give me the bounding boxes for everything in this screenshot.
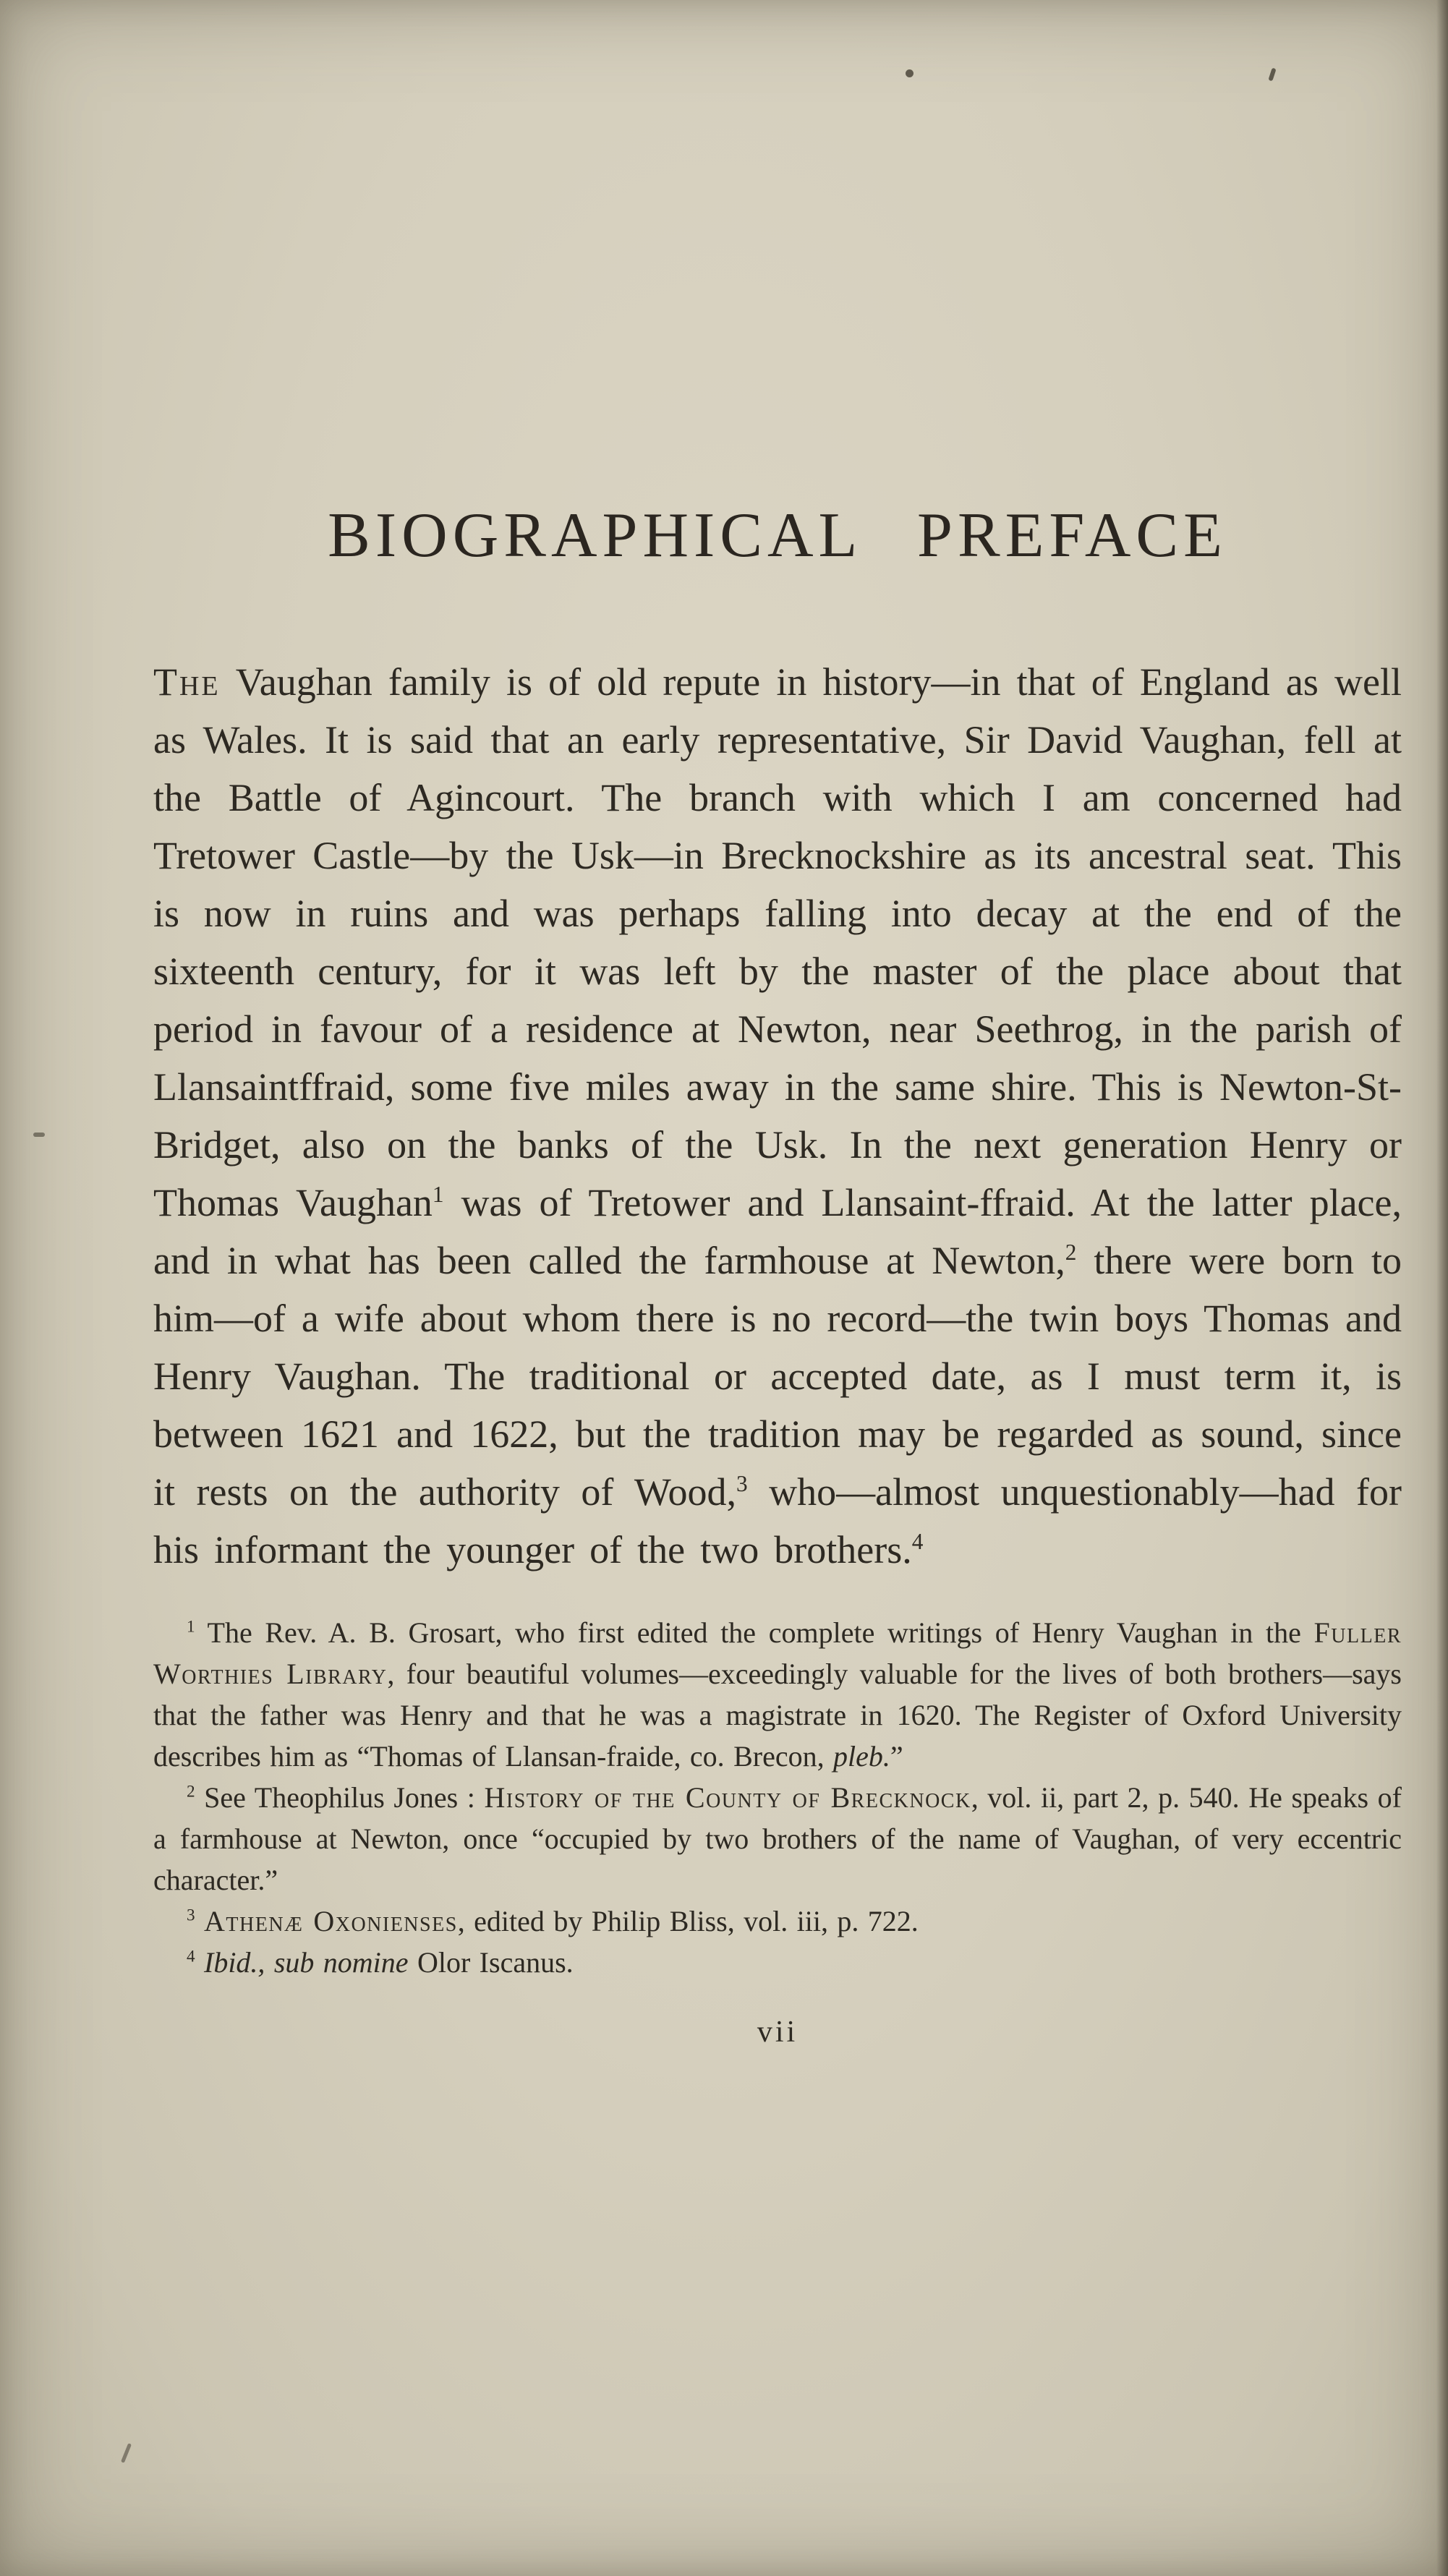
footnote-italic: pleb. bbox=[832, 1740, 890, 1773]
footnote-marker-4: 4 bbox=[187, 1947, 195, 1966]
footnote-text bbox=[195, 1905, 204, 1937]
page-content bbox=[153, 0, 1402, 2050]
footnote-text: Olor Iscanus. bbox=[408, 1946, 574, 1979]
footnote-marker-3: 3 bbox=[187, 1906, 195, 1925]
footnote-4 bbox=[153, 1942, 1402, 1983]
footnotes-section bbox=[153, 1612, 1402, 1983]
footnote-marker-2: 2 bbox=[187, 1782, 195, 1801]
footnote-1 bbox=[153, 1612, 1402, 1777]
work-title-smallcaps: History of the County of Brecknock bbox=[484, 1781, 971, 1814]
page-number: vii bbox=[757, 2016, 798, 2049]
footnote-ref-4: 4 bbox=[911, 1529, 924, 1554]
footnote-text: See Theophilus Jones : bbox=[195, 1781, 485, 1814]
footnote-marker-1: 1 bbox=[187, 1617, 195, 1637]
footnote-text: ” bbox=[890, 1740, 903, 1773]
footnote-text: The Rev. A. B. Grosart, who first edited the complete writings of Henry Vaughan in the bbox=[195, 1616, 1314, 1649]
footnote-text: , edited by Philip Bliss, vol. iii, p. 722. bbox=[457, 1905, 919, 1937]
footnote-text bbox=[195, 1946, 204, 1979]
body-segment: Vaughan family is of old repute in history—in that of England as well as Wales. It is said that an early representative, Sir David Vaughan, fell at the Battle of Agincourt. The branch with which I am concerned had Tretower Castle—by the Usk—in Brecknockshire as its ancestral seat. This is now in ruins and was perhaps falling into decay at the end of the sixteenth century, for it was left by the master of the place about that period in favour of a residence at Newton, near Seethrog, in the parish of Llansaintffraid, some five miles away in the same shire. This is Newton-St-Bridget, also on the banks of the Usk. In the next generation Henry or Thomas Vaughan bbox=[153, 660, 1402, 1224]
footnote-text: , four beautiful volumes—exceedingly valuable for the lives of both brothers—says that the father was Henry and that he was a magistrate in 1620. The Register of Oxford University describes him as “Thomas of Llansan-fraide, co. Brecon, bbox=[153, 1658, 1402, 1773]
footnote-ref-3: 3 bbox=[736, 1471, 748, 1496]
scan-speck bbox=[121, 2443, 132, 2463]
work-title-smallcaps: Fuller Worthies Library bbox=[153, 1616, 1402, 1690]
footnote-3 bbox=[153, 1901, 1402, 1942]
work-title-smallcaps: Athenæ Oxonienses bbox=[204, 1905, 458, 1937]
lead-word: The bbox=[153, 660, 221, 704]
scan-speck bbox=[33, 1133, 45, 1137]
footnote-2 bbox=[153, 1777, 1402, 1901]
page-title: BIOGRAPHICAL PREFACE bbox=[328, 500, 1227, 571]
footnote-italic: Ibid., sub nomine bbox=[204, 1946, 409, 1979]
preface-paragraph bbox=[153, 653, 1402, 1579]
footnote-text: , vol. ii, part 2, p. 540. He speaks of a farmhouse at Newton, once “occupied by two brothers of the name of Vaughan, of very eccentric character.” bbox=[153, 1781, 1402, 1896]
footnote-ref-2: 2 bbox=[1065, 1240, 1077, 1265]
body-segment: was of Tretower and Llansaint-ffraid. At the latter place, and in what has been called the farmhouse at Newton, bbox=[153, 1181, 1402, 1282]
body-segment: who—almost unquestionably—had for his informant the younger of the two brothers. bbox=[153, 1470, 1402, 1571]
footnote-ref-1: 1 bbox=[432, 1182, 444, 1207]
body-segment: there were born to him—of a wife about whom there is no record—the twin boys Thomas and Henry Vaughan. The traditional or accepted date, as I must term it, is between 1621 and 1622, but the tradition may be regarded as sound, since it rests on the authority of Wood, bbox=[153, 1239, 1402, 1514]
